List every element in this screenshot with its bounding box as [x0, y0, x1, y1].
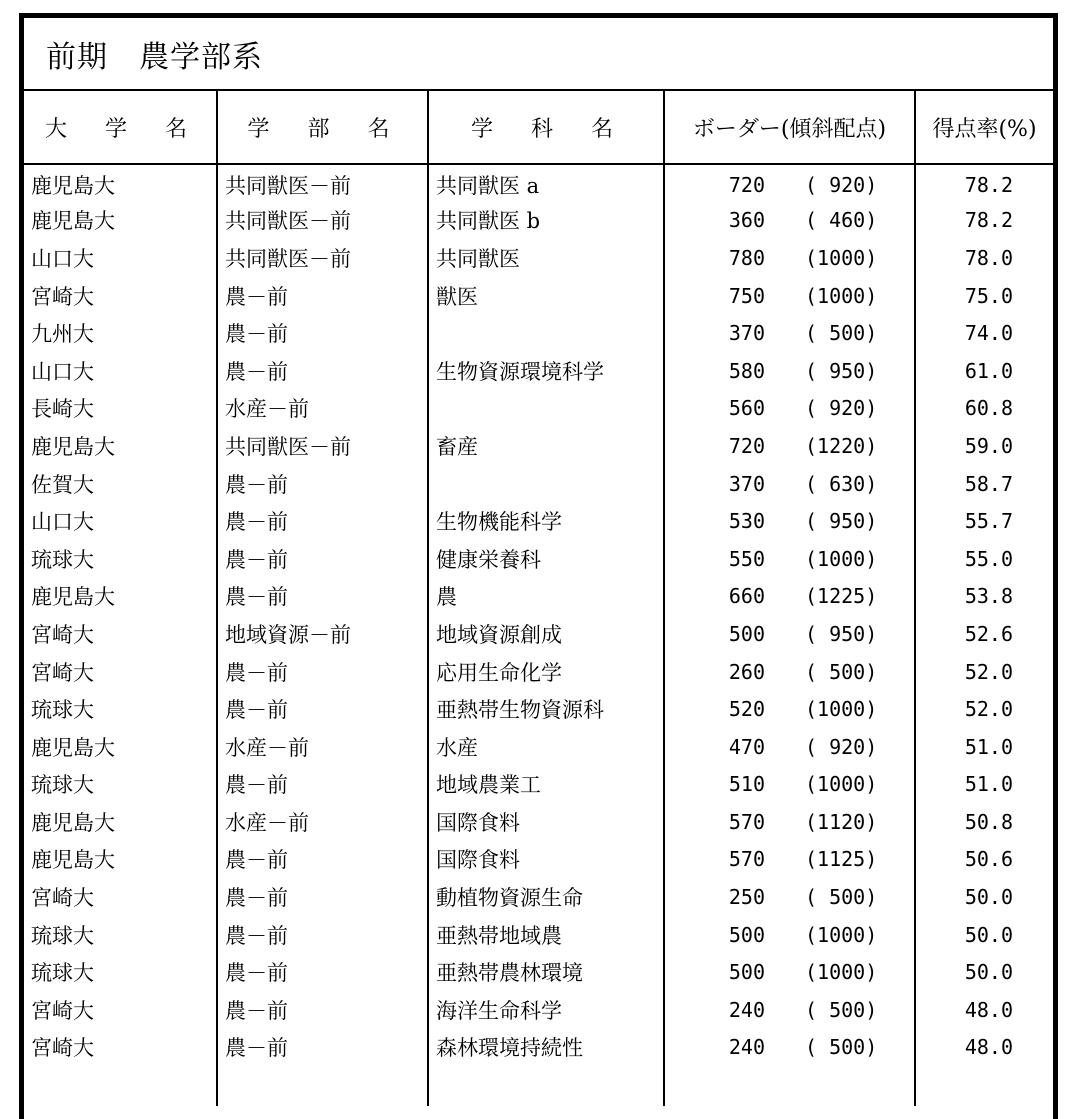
border-cell: [664, 690, 915, 728]
university-cell: 琉球大: [31, 698, 94, 723]
border-score: 750: [728, 283, 765, 308]
weighted-total-points: ( 460): [805, 208, 878, 233]
border-score: 250: [728, 885, 765, 910]
faculty-cell: 農－前: [217, 953, 428, 991]
score-rate-cell: 50.0: [915, 916, 1053, 954]
university-cell: 宮崎大: [31, 1036, 94, 1061]
table-row: [24, 352, 1053, 390]
university-cell: 鹿児島大: [31, 848, 115, 873]
border-score: 240: [728, 997, 765, 1022]
university-cell: 長崎大: [31, 397, 94, 422]
weighted-total-points: (1000): [805, 960, 878, 985]
border-cell: [664, 465, 915, 503]
department-cell: 共同獣医: [428, 239, 664, 277]
weighted-total-points: ( 920): [805, 734, 878, 759]
department-cell: 共同獣医 b: [428, 202, 664, 240]
blank-row: [24, 1066, 1053, 1106]
faculty-cell: 農－前: [217, 578, 428, 616]
border-score: 500: [728, 960, 765, 985]
faculty-cell: 地域資源－前: [217, 615, 428, 653]
faculty-cell: 共同獣医－前: [217, 202, 428, 240]
table-row: [24, 878, 1053, 916]
department-cell: [428, 390, 664, 428]
weighted-total-points: (1000): [805, 546, 878, 571]
table-row: [24, 314, 1053, 352]
university-cell: 九州大: [31, 322, 94, 347]
faculty-cell: 水産－前: [217, 390, 428, 428]
university-cell: 鹿児島大: [31, 585, 115, 610]
border-cell: [664, 202, 915, 240]
weighted-total-points: (1000): [805, 245, 878, 270]
table-row: [24, 841, 1053, 879]
table-row: [24, 540, 1053, 578]
faculty-cell: 農－前: [217, 766, 428, 804]
department-cell: 水産: [428, 728, 664, 766]
border-score: 520: [728, 697, 765, 722]
university-cell: 琉球大: [31, 923, 94, 948]
department-cell: 国際食料: [428, 841, 664, 879]
border-cell: [664, 352, 915, 390]
border-cell: [664, 502, 915, 540]
university-cell: 山口大: [31, 246, 94, 271]
faculty-cell: 農－前: [217, 502, 428, 540]
score-rate-cell: 51.0: [915, 766, 1053, 804]
blank-cell: [428, 1066, 664, 1106]
university-cell: 佐賀大: [31, 472, 94, 497]
score-rate-cell: 75.0: [915, 277, 1053, 315]
score-rate-cell: 59.0: [915, 427, 1053, 465]
table-row: [24, 766, 1053, 804]
faculty-cell: 農－前: [217, 878, 428, 916]
header-row: [24, 91, 1053, 164]
faculty-cell: 農－前: [217, 540, 428, 578]
border-cell: [664, 728, 915, 766]
blank-cell: [24, 1066, 217, 1106]
university-cell: 鹿児島大: [31, 209, 115, 234]
border-cell: [664, 390, 915, 428]
weighted-total-points: (1120): [805, 809, 878, 834]
border-score: 570: [728, 809, 765, 834]
table-row: [24, 953, 1053, 991]
table-row: [24, 916, 1053, 954]
university-cell: 琉球大: [31, 547, 94, 572]
faculty-cell: 農－前: [217, 916, 428, 954]
weighted-total-points: ( 950): [805, 621, 878, 646]
weighted-total-points: ( 500): [805, 659, 878, 684]
score-rate-cell: 48.0: [915, 991, 1053, 1029]
department-cell: 生物資源環境科学: [428, 352, 664, 390]
weighted-total-points: (1000): [805, 922, 878, 947]
department-cell: 亜熱帯生物資源科: [428, 690, 664, 728]
table-row: [24, 653, 1053, 691]
table-row: [24, 803, 1053, 841]
border-cell: [664, 164, 915, 202]
table-header: [24, 91, 1053, 164]
university-cell: 山口大: [31, 359, 94, 384]
department-cell: 健康栄養科: [428, 540, 664, 578]
border-cell: [664, 427, 915, 465]
border-score: 660: [728, 584, 765, 609]
faculty-cell: 農－前: [217, 314, 428, 352]
score-rate-cell: 50.8: [915, 803, 1053, 841]
header-border: ボーダー(傾斜配点): [664, 91, 915, 164]
table-row: [24, 991, 1053, 1029]
weighted-total-points: (1220): [805, 433, 878, 458]
department-cell: 亜熱帯地域農: [428, 916, 664, 954]
university-cell: 宮崎大: [31, 622, 94, 647]
weighted-total-points: ( 500): [805, 1035, 878, 1060]
table-row: [24, 502, 1053, 540]
faculty-cell: 農－前: [217, 465, 428, 503]
score-rate-cell: 52.6: [915, 615, 1053, 653]
university-cell: 鹿児島大: [31, 810, 115, 835]
header-university: 大 学 名: [24, 91, 217, 164]
department-cell: 国際食料: [428, 803, 664, 841]
border-score: 240: [728, 1035, 765, 1060]
faculty-cell: 農－前: [217, 991, 428, 1029]
border-score: 370: [728, 321, 765, 346]
table-row: [24, 427, 1053, 465]
table-row: [24, 578, 1053, 616]
score-rate-cell: 50.0: [915, 953, 1053, 991]
border-score: 550: [728, 546, 765, 571]
border-cell: [664, 277, 915, 315]
border-score: 580: [728, 358, 765, 383]
department-cell: [428, 314, 664, 352]
table-row: [24, 465, 1053, 503]
university-cell: 宮崎大: [31, 660, 94, 685]
weighted-total-points: ( 950): [805, 509, 878, 534]
table-row: [24, 615, 1053, 653]
border-score: 570: [728, 847, 765, 872]
border-score: 720: [728, 173, 765, 198]
score-rate-cell: 51.0: [915, 728, 1053, 766]
border-score: 560: [728, 396, 765, 421]
faculty-cell: 水産－前: [217, 803, 428, 841]
title-bar: [24, 18, 1053, 91]
score-rate-cell: 55.0: [915, 540, 1053, 578]
score-rate-cell: 60.8: [915, 390, 1053, 428]
faculty-cell: 農－前: [217, 690, 428, 728]
border-score: 500: [728, 621, 765, 646]
score-rate-cell: 61.0: [915, 352, 1053, 390]
department-cell: 森林環境持続性: [428, 1029, 664, 1067]
border-cell: [664, 766, 915, 804]
university-cell: 山口大: [31, 510, 94, 535]
faculty-cell: 共同獣医－前: [217, 239, 428, 277]
faculty-cell: 水産－前: [217, 728, 428, 766]
table-row: [24, 202, 1053, 240]
university-cell: 鹿児島大: [31, 434, 115, 459]
university-cell: 鹿児島大: [31, 735, 115, 760]
weighted-total-points: ( 500): [805, 321, 878, 346]
score-rate-cell: 74.0: [915, 314, 1053, 352]
border-cell: [664, 314, 915, 352]
border-score: 360: [728, 208, 765, 233]
score-rate-cell: 53.8: [915, 578, 1053, 616]
border-score: 780: [728, 245, 765, 270]
blank-cell: [664, 1066, 915, 1106]
university-cell: 宮崎大: [31, 886, 94, 911]
score-sheet: [19, 13, 1058, 1119]
department-cell: 応用生命化学: [428, 653, 664, 691]
weighted-total-points: (1000): [805, 283, 878, 308]
department-cell: 畜産: [428, 427, 664, 465]
department-cell: 地域農業工: [428, 766, 664, 804]
border-score: 470: [728, 734, 765, 759]
score-rate-cell: 78.0: [915, 239, 1053, 277]
border-cell: [664, 1029, 915, 1067]
table-row: [24, 390, 1053, 428]
border-cell: [664, 615, 915, 653]
border-cell: [664, 653, 915, 691]
department-cell: 共同獣医 a: [428, 164, 664, 202]
table-row: [24, 1029, 1053, 1067]
weighted-total-points: (1000): [805, 772, 878, 797]
department-cell: 獣医: [428, 277, 664, 315]
header-rate: 得点率(%): [915, 91, 1053, 164]
weighted-total-points: ( 920): [805, 396, 878, 421]
table-row: [24, 690, 1053, 728]
score-rate-cell: 50.0: [915, 878, 1053, 916]
department-cell: 亜熱帯農林環境: [428, 953, 664, 991]
department-cell: 地域資源創成: [428, 615, 664, 653]
border-cell: [664, 540, 915, 578]
score-rate-cell: 58.7: [915, 465, 1053, 503]
page-title: 前期 農学部系: [46, 39, 263, 75]
university-cell: 鹿児島大: [31, 174, 115, 199]
blank-cell: [217, 1066, 428, 1106]
score-rate-cell: 52.0: [915, 690, 1053, 728]
score-rate-cell: 48.0: [915, 1029, 1053, 1067]
faculty-cell: 農－前: [217, 277, 428, 315]
table-body: [24, 164, 1053, 1106]
weighted-total-points: ( 500): [805, 997, 878, 1022]
faculty-cell: 共同獣医－前: [217, 164, 428, 202]
border-cell: [664, 991, 915, 1029]
border-score: 260: [728, 659, 765, 684]
score-rate-cell: 55.7: [915, 502, 1053, 540]
header-department: 学 科 名: [428, 91, 664, 164]
faculty-cell: 農－前: [217, 352, 428, 390]
weighted-total-points: ( 950): [805, 358, 878, 383]
weighted-total-points: ( 920): [805, 173, 878, 198]
border-cell: [664, 953, 915, 991]
border-cell: [664, 803, 915, 841]
table-row: [24, 728, 1053, 766]
score-rate-cell: 50.6: [915, 841, 1053, 879]
university-cell: 琉球大: [31, 773, 94, 798]
department-cell: 生物機能科学: [428, 502, 664, 540]
score-rate-cell: 78.2: [915, 164, 1053, 202]
border-cell: [664, 841, 915, 879]
department-cell: 海洋生命科学: [428, 991, 664, 1029]
weighted-total-points: (1000): [805, 697, 878, 722]
score-rate-cell: 78.2: [915, 202, 1053, 240]
faculty-cell: 農－前: [217, 1029, 428, 1067]
border-score: 510: [728, 772, 765, 797]
border-cell: [664, 878, 915, 916]
blank-cell: [915, 1066, 1053, 1106]
table-row: [24, 164, 1053, 202]
border-score-table: [24, 91, 1053, 1106]
table-row: [24, 277, 1053, 315]
department-cell: 農: [428, 578, 664, 616]
university-cell: 宮崎大: [31, 284, 94, 309]
header-faculty: 学 部 名: [217, 91, 428, 164]
border-cell: [664, 578, 915, 616]
border-score: 500: [728, 922, 765, 947]
border-score: 720: [728, 433, 765, 458]
faculty-cell: 農－前: [217, 841, 428, 879]
border-cell: [664, 239, 915, 277]
weighted-total-points: ( 500): [805, 885, 878, 910]
university-cell: 宮崎大: [31, 998, 94, 1023]
department-cell: [428, 465, 664, 503]
weighted-total-points: (1125): [805, 847, 878, 872]
weighted-total-points: ( 630): [805, 471, 878, 496]
department-cell: 動植物資源生命: [428, 878, 664, 916]
university-cell: 琉球大: [31, 961, 94, 986]
border-score: 370: [728, 471, 765, 496]
faculty-cell: 農－前: [217, 653, 428, 691]
table-row: [24, 239, 1053, 277]
faculty-cell: 共同獣医－前: [217, 427, 428, 465]
border-score: 530: [728, 509, 765, 534]
border-cell: [664, 916, 915, 954]
score-rate-cell: 52.0: [915, 653, 1053, 691]
weighted-total-points: (1225): [805, 584, 878, 609]
